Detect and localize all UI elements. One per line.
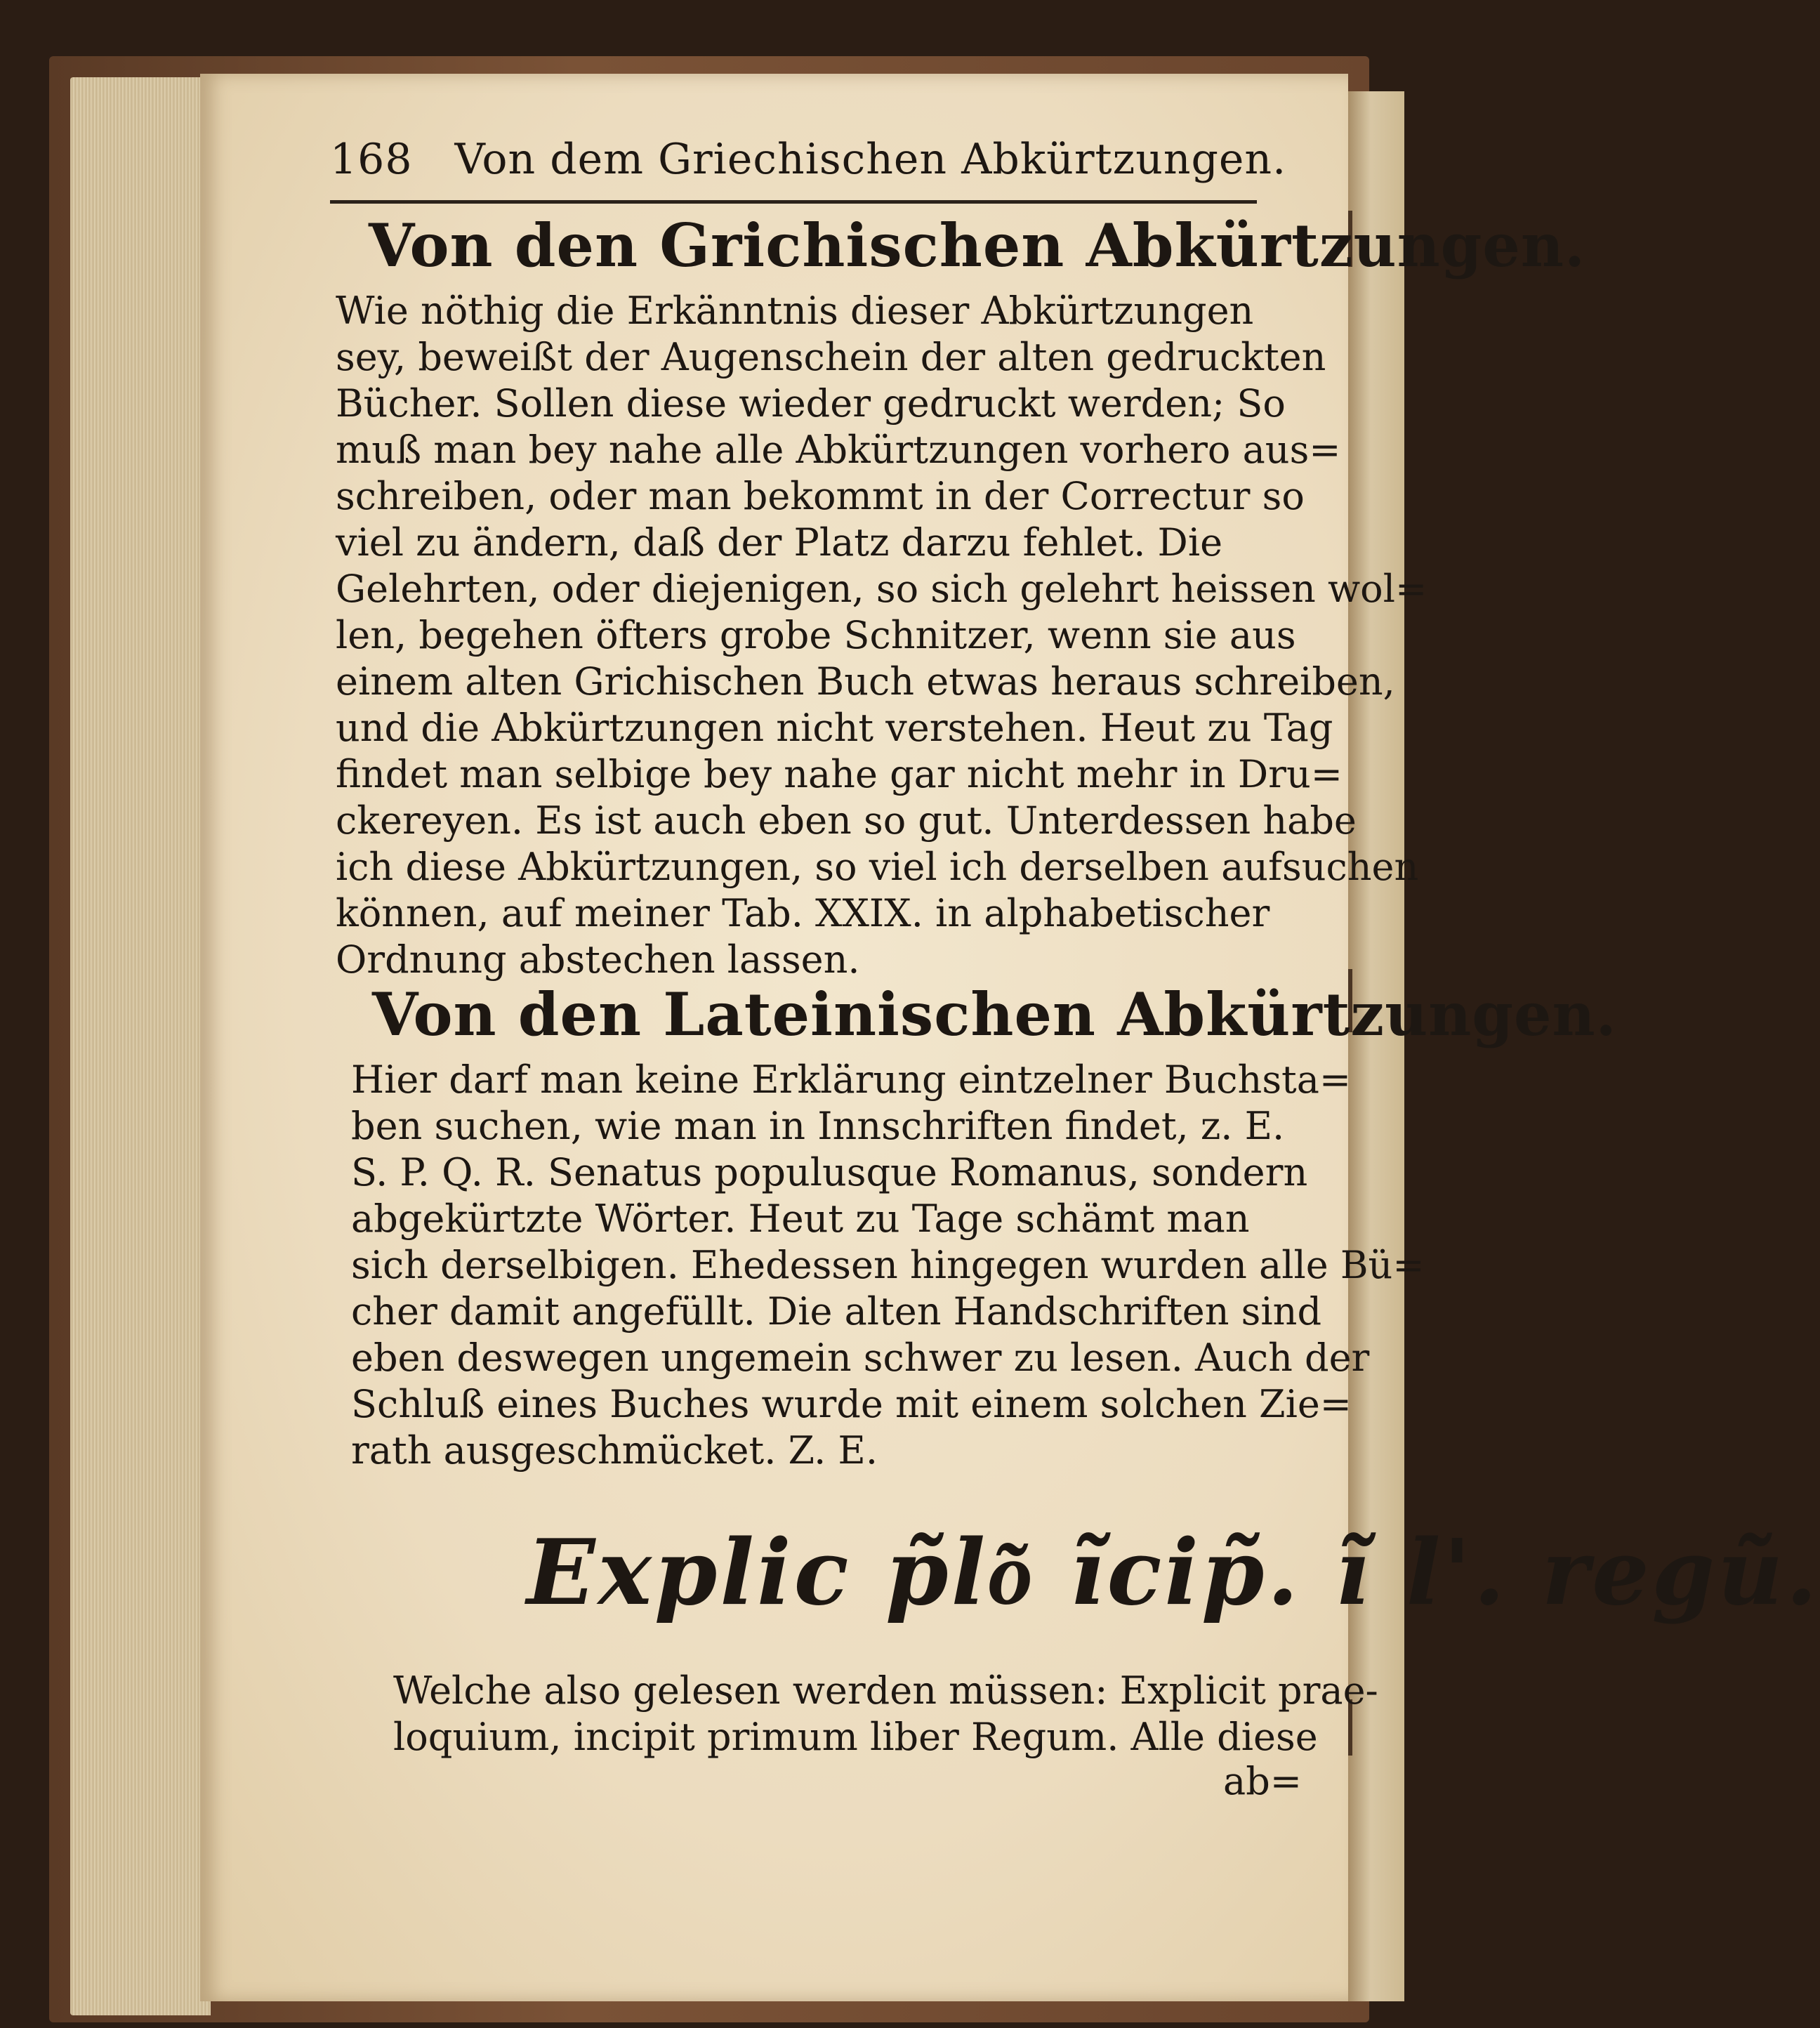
text-line: ben suchen, wie man in Innschriften findet, z. E. bbox=[351, 1104, 1285, 1148]
text-line: len, begehen öfters grobe Schnitzer, wenn sie aus bbox=[336, 613, 1296, 657]
text-line: Hier darf man keine Erklärung eintzelner Buchsta= bbox=[351, 1058, 1352, 1102]
text-line: muß man bey nahe alle Abkürtzungen vorhero aus= bbox=[336, 428, 1341, 472]
header-rule bbox=[330, 200, 1257, 204]
text-line: ckereyen. Es ist auch eben so gut. Unterdessen habe bbox=[336, 798, 1357, 843]
running-head bbox=[330, 135, 1286, 184]
paragraph-greek bbox=[336, 288, 1427, 983]
text-line: S. P. Q. R. Senatus populusque Romanus, sondern bbox=[351, 1150, 1308, 1194]
text-line: viel zu ändern, daß der Platz darzu fehlet. Die bbox=[336, 520, 1223, 565]
abbreviation-example: Explic p̃lo͂ ĩcip̃. ĩ l'. regũ. bbox=[527, 1520, 1820, 1626]
running-title: Von dem Griechischen Abkürtzungen. bbox=[454, 135, 1287, 184]
text-line: ich diese Abkürtzungen, so viel ich derselben aufsuchen bbox=[336, 845, 1419, 889]
text-line: Ordnung abstechen lassen. bbox=[336, 937, 860, 982]
text-line: rath ausgeschmücket. Z. E. bbox=[351, 1428, 878, 1473]
text-line: abgekürtzte Wörter. Heut zu Tage schämt man bbox=[351, 1197, 1250, 1241]
text-line: sey, beweißt der Augenschein der alten gedruckten bbox=[336, 335, 1326, 379]
catchword: ab= bbox=[1223, 1759, 1303, 1803]
text-line: eben deswegen ungemein schwer zu lesen. Auch der bbox=[351, 1336, 1370, 1380]
text-line: loquium, incipit primum liber Regum. Alle diese bbox=[393, 1715, 1318, 1759]
text-line: können, auf meiner Tab. XXIX. in alphabetischer bbox=[336, 891, 1270, 935]
text-line: Welche also gelesen werden müssen: Explicit prae- bbox=[393, 1668, 1378, 1713]
text-line: Wie nöthig die Erkänntnis dieser Abkürtzungen bbox=[336, 289, 1254, 333]
text-line: einem alten Grichischen Buch etwas heraus schreiben, bbox=[336, 659, 1395, 704]
paragraph-explanation bbox=[393, 1668, 1378, 1760]
text-line: Bücher. Sollen diese wieder gedruckt werden; So bbox=[336, 381, 1286, 426]
page-block-edge bbox=[70, 77, 211, 2015]
page-number: 168 bbox=[330, 135, 413, 184]
text-line: Schluß eines Buches wurde mit einem solchen Zie= bbox=[351, 1382, 1352, 1426]
text-line: Gelehrten, oder diejenigen, so sich gelehrt heissen wol= bbox=[336, 567, 1427, 611]
paragraph-latin bbox=[351, 1057, 1425, 1474]
text-line: sich derselbigen. Ehedessen hingegen wurden alle Bü= bbox=[351, 1243, 1425, 1287]
section-heading-greek: Von den Grichischen Abkürtzungen. bbox=[369, 211, 1586, 280]
text-line: cher damit angefüllt. Die alten Handschriften sind bbox=[351, 1289, 1322, 1334]
text-line: schreiben, oder man bekommt in der Correctur so bbox=[336, 474, 1305, 518]
section-heading-latin: Von den Lateinischen Abkürtzungen. bbox=[372, 980, 1617, 1049]
text-line: und die Abkürtzungen nicht verstehen. Heut zu Tag bbox=[336, 706, 1333, 750]
text-line: findet man selbige bey nahe gar nicht mehr in Dru= bbox=[336, 752, 1343, 796]
